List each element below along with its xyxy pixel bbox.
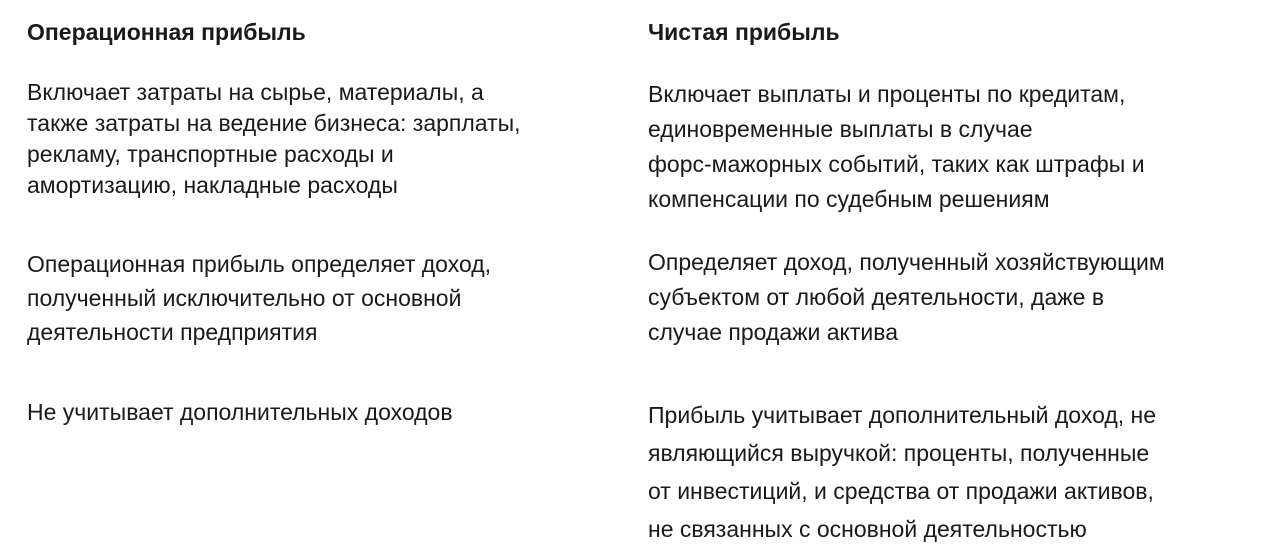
text-line: Включает выплаты и проценты по кредитам, [648,81,1126,107]
text-line: не связанных с основной деятельностью [648,516,1087,542]
text-line: единовременные выплаты в случае [648,116,1033,142]
net-profit-heading: Чистая прибыль [648,19,840,45]
net-profit-definition-text [648,245,1165,350]
text-line: Включает затраты на сырье, материалы, а [27,79,484,105]
text-line: Не учитывает дополнительных доходов [27,399,453,425]
operating-profit-costs-text [27,77,521,201]
text-line: рекламу, транспортные расходы и [27,141,394,167]
text-line: субъектом от любой деятельности, даже в [648,284,1105,310]
text-line: деятельности предприятия [27,319,318,345]
text-line: также затраты на ведение бизнеса: зарплаты, [27,110,521,136]
text-line: полученный исключительно от основной [27,285,462,311]
text-line: Прибыль учитывает дополнительный доход, не [648,402,1157,428]
operating-profit-definition-text [27,247,491,349]
text-line: случае продажи актива [648,319,898,345]
operating-profit-income-text [27,397,453,428]
text-line: компенсации по судебным решениям [648,186,1050,212]
text-line: форс-мажорных событий, таких как штрафы и [648,151,1145,177]
text-line: амортизацию, накладные расходы [27,172,398,198]
text-line: Определяет доход, полученный хозяйствующим [648,249,1165,275]
text-line: от инвестиций, и средства от продажи активов, [648,478,1154,504]
operating-profit-heading: Операционная прибыль [27,19,306,45]
text-line: являющийся выручкой: проценты, полученные [648,440,1150,466]
net-profit-costs-text [648,77,1145,217]
text-line: Операционная прибыль определяет доход, [27,251,492,277]
net-profit-income-text [648,396,1156,548]
